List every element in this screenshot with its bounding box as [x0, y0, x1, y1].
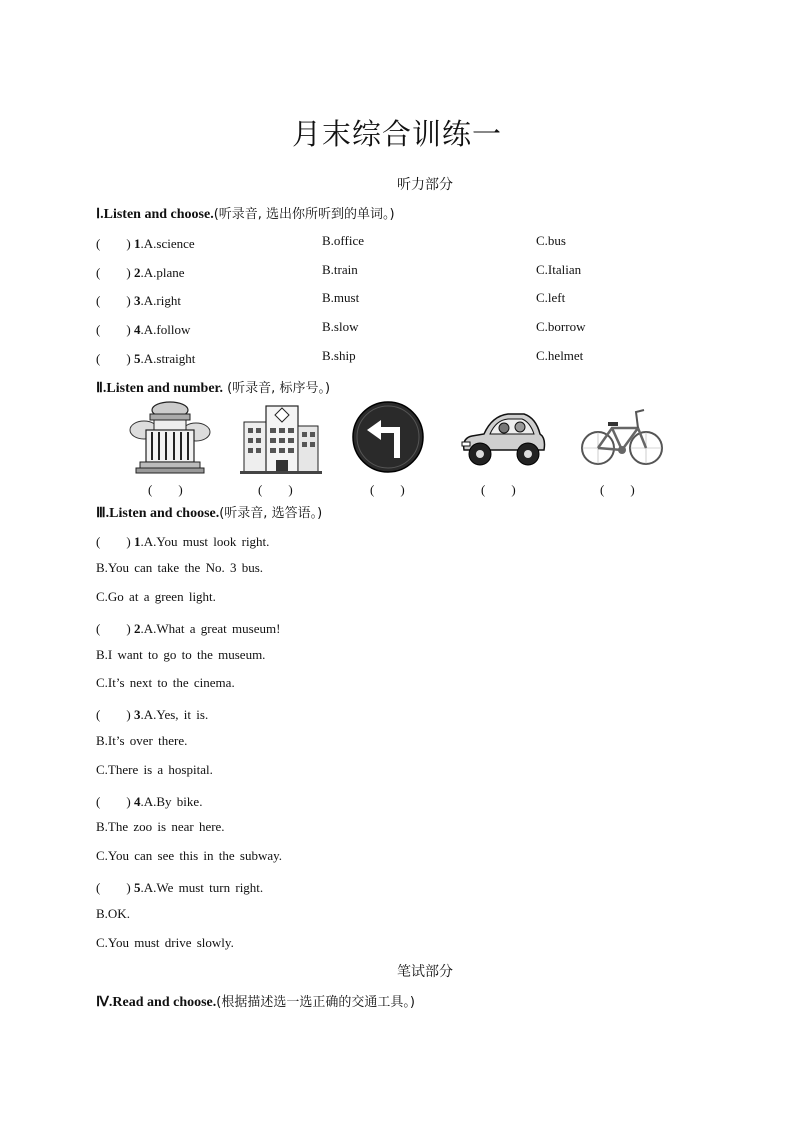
- section4-instruction: (根据描述选一选正确的交通工具。): [216, 995, 415, 1010]
- question-row: [96, 290, 181, 309]
- question-row: [96, 262, 185, 281]
- option-c: C.You must drive slowly.: [96, 935, 234, 950]
- option-b: B.office: [322, 233, 364, 248]
- option-a: .A.follow: [140, 322, 191, 337]
- answer-blank[interactable]: ( ): [96, 351, 131, 366]
- section1-instruction: (听录音, 选出你所听到的单词。): [213, 207, 395, 222]
- option-c: C.It’s next to the cinema.: [96, 675, 235, 690]
- option-b: B.ship: [322, 348, 356, 363]
- option-b: B.OK.: [96, 906, 130, 921]
- option-c: C.left: [536, 290, 566, 305]
- option-c: C.Go at a green light.: [96, 589, 216, 604]
- section3-label: Ⅲ.Listen and choose.: [96, 506, 220, 521]
- option-c: C.helmet: [536, 348, 584, 363]
- question-row: [96, 348, 195, 367]
- answer-blank[interactable]: ( ): [96, 322, 131, 337]
- option-a: .A.science: [140, 236, 195, 251]
- question-row: [96, 877, 263, 896]
- picture-answer-blank[interactable]: ( ): [258, 482, 293, 497]
- writing-header: 笔试部分: [397, 964, 453, 980]
- option-a: .A.plane: [140, 265, 185, 280]
- question-row: [96, 791, 202, 810]
- answer-blank[interactable]: ( ): [96, 707, 131, 722]
- option-c: C.bus: [536, 233, 566, 248]
- question-number: 5: [134, 351, 141, 366]
- question-row: [96, 704, 208, 723]
- bicycle-icon: [578, 404, 666, 468]
- hospital-icon: [240, 400, 322, 474]
- option-c: C.There is a hospital.: [96, 762, 213, 777]
- option-b: B.train: [322, 262, 358, 277]
- option-a: .A.Yes, it is.: [140, 707, 209, 722]
- option-c: C.You can see this in the subway.: [96, 848, 283, 863]
- turn-left-sign-icon: [351, 400, 425, 474]
- section3-heading: [96, 502, 322, 522]
- section2-label: Ⅱ.Listen and number.: [96, 381, 223, 396]
- page-title: 月末综合训练一: [291, 117, 502, 151]
- picture-answer-blank[interactable]: ( ): [600, 482, 635, 497]
- question-number: 1: [134, 534, 141, 549]
- question-row: [96, 319, 190, 338]
- answer-blank[interactable]: ( ): [96, 621, 131, 636]
- picture-answer-blank[interactable]: ( ): [370, 482, 405, 497]
- question-number: 4: [134, 794, 141, 809]
- section1-label: Ⅰ.Listen and choose.: [96, 207, 214, 222]
- answer-blank[interactable]: ( ): [96, 534, 131, 549]
- option-a: .A.straight: [140, 351, 196, 366]
- section4-label: Ⅳ.Read and choose.: [96, 995, 217, 1010]
- question-number: 4: [134, 322, 141, 337]
- section2-heading: [96, 377, 330, 397]
- option-b: B.You can take the No. 3 bus.: [96, 560, 264, 575]
- option-b: B.It’s over there.: [96, 733, 188, 748]
- answer-blank[interactable]: ( ): [96, 236, 131, 251]
- option-a: .A.right: [140, 293, 181, 308]
- question-row: [96, 618, 280, 637]
- section3-instruction: (听录音, 选答语。): [219, 506, 323, 521]
- option-c: C.Italian: [536, 262, 582, 277]
- museum-icon: [128, 400, 212, 474]
- listening-header: 听力部分: [397, 177, 453, 193]
- option-b: B.must: [322, 290, 360, 305]
- question-row: [96, 531, 269, 550]
- option-a: .A.By bike.: [140, 794, 203, 809]
- option-a: .A.We must turn right.: [140, 880, 264, 895]
- option-b: B.I want to go to the museum.: [96, 647, 266, 662]
- option-b: B.slow: [322, 319, 359, 334]
- question-number: 5: [134, 880, 141, 895]
- answer-blank[interactable]: ( ): [96, 265, 131, 280]
- option-b: B.The zoo is near here.: [96, 819, 225, 834]
- option-c: C.borrow: [536, 319, 586, 334]
- question-number: 2: [134, 621, 141, 636]
- picture-answer-blank[interactable]: ( ): [481, 482, 516, 497]
- option-a: .A.You must look right.: [140, 534, 270, 549]
- car-icon: [458, 404, 548, 468]
- answer-blank[interactable]: ( ): [96, 293, 131, 308]
- answer-blank[interactable]: ( ): [96, 880, 131, 895]
- picture-answer-blank[interactable]: ( ): [148, 482, 183, 497]
- section4-heading: [96, 991, 415, 1011]
- question-number: 3: [134, 293, 141, 308]
- question-number: 1: [134, 236, 141, 251]
- question-row: [96, 233, 195, 252]
- question-number: 3: [134, 707, 141, 722]
- question-number: 2: [134, 265, 141, 280]
- answer-blank[interactable]: ( ): [96, 794, 131, 809]
- section2-instruction: (听录音, 标序号。): [222, 381, 331, 396]
- section1-heading: [96, 203, 395, 223]
- option-a: .A.What a great museum!: [140, 621, 281, 636]
